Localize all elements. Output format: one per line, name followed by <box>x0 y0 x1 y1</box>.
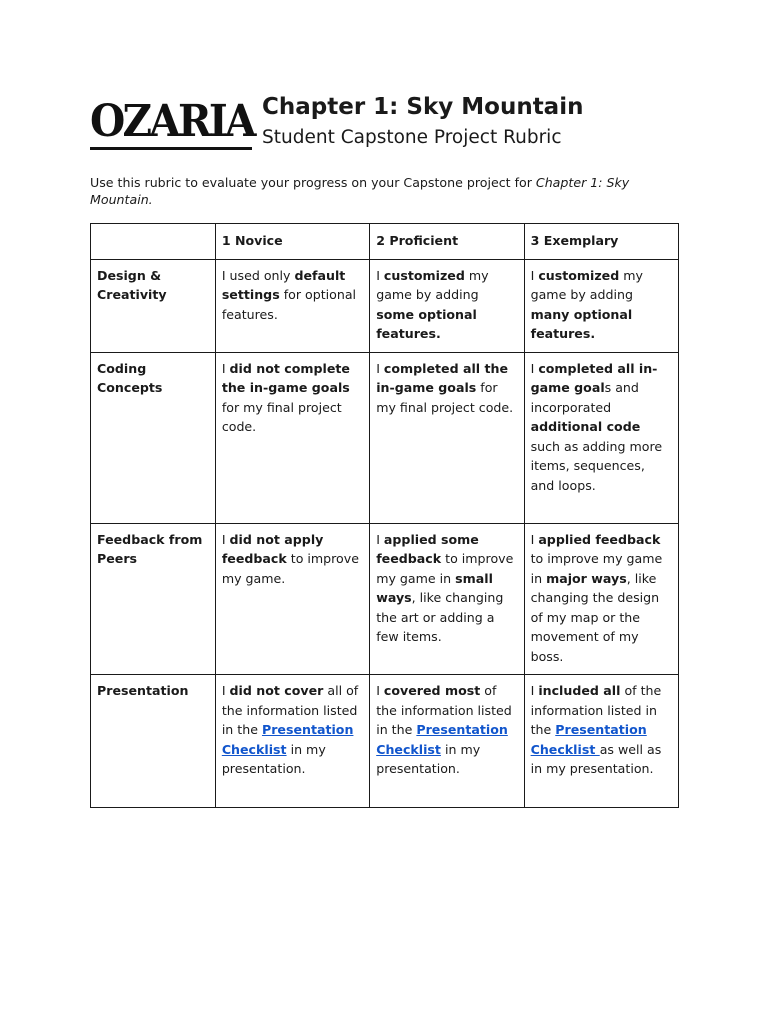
bold-text: covered most <box>383 683 481 698</box>
bold-text: applied feedback <box>538 531 661 547</box>
cell-text: my game by adding <box>530 267 643 302</box>
rubric-header-row <box>91 224 679 260</box>
bold-text: small ways <box>376 570 493 605</box>
exemplary-cell <box>524 259 678 352</box>
novice-cell <box>215 675 369 808</box>
intro-paragraph <box>90 174 680 208</box>
cell-text: to improve my game. <box>221 551 359 586</box>
exemplary-cell <box>524 523 678 675</box>
rubric-row-coding <box>91 352 679 523</box>
cell-text: I <box>376 267 384 283</box>
criterion-cell: Design & Creativity <box>91 259 216 352</box>
novice-cell <box>215 259 369 352</box>
cell-text: s and incorporated <box>530 380 639 415</box>
cell-text: I <box>530 531 539 547</box>
rubric-row-feedback <box>91 523 679 675</box>
cell-text: in my presentation. <box>376 741 481 776</box>
bold-text: completed all the in-game goals <box>376 360 509 395</box>
cell-text: I <box>221 531 230 547</box>
cell-text: for my final project code. <box>221 399 342 434</box>
proficient-cell <box>370 675 524 808</box>
exemplary-cell <box>524 675 678 808</box>
intro-text: Use this rubric to evaluate your progress on your Capstone project for <box>90 175 536 190</box>
cell-text: I <box>376 360 384 376</box>
cell-text: all of the information listed in the <box>221 683 359 737</box>
bold-text: completed all in-game goal <box>530 360 658 395</box>
presentation-checklist-link[interactable]: Presentation Checklist <box>530 722 647 757</box>
header-cell-criteria <box>91 224 216 260</box>
cell-text: as well as in my presentation. <box>530 741 662 776</box>
bold-text: included all <box>538 683 621 698</box>
cell-text: for my final project code. <box>376 380 514 415</box>
page-title: Chapter 1: Sky Mountain <box>262 94 584 120</box>
bold-text: applied some feedback <box>376 531 479 566</box>
header-cell-exemplary: 3 Exemplary <box>524 224 678 260</box>
bold-text: some optional features. <box>376 306 477 341</box>
cell-text: to improve my game in <box>530 551 663 586</box>
logo-wordmark: OZARIA <box>90 96 254 147</box>
criterion-cell: Coding Concepts <box>91 352 216 523</box>
exemplary-cell <box>524 352 678 523</box>
bold-text: did not apply feedback <box>221 531 324 566</box>
bold-text: customized <box>538 267 620 283</box>
cell-text: I <box>530 267 539 283</box>
bold-text: did not cover <box>229 683 324 698</box>
bold-text: major ways <box>546 570 627 586</box>
bold-text: additional code <box>530 419 641 434</box>
cell-text: of the information listed in the <box>530 683 662 737</box>
presentation-checklist-link[interactable]: Presentation Checklist <box>221 722 354 757</box>
page-subtitle: Student Capstone Project Rubric <box>262 127 562 148</box>
cell-text: I <box>376 683 384 698</box>
bold-text: default settings <box>221 267 346 302</box>
logo-underline <box>90 147 252 150</box>
cell-text: my game by adding <box>376 267 489 302</box>
cell-text: in my presentation. <box>221 741 326 776</box>
bold-text: did not complete the in-game goals <box>221 360 350 395</box>
bold-text: customized <box>383 267 465 283</box>
criterion-cell: Presentation <box>91 675 216 808</box>
cell-text: I used only <box>221 267 295 283</box>
rubric-table <box>90 223 679 808</box>
cell-text: I <box>376 531 384 547</box>
cell-text: I <box>221 360 230 376</box>
cell-text: such as adding more items, sequences, and loops. <box>530 438 663 493</box>
novice-cell <box>215 523 369 675</box>
intro-chapter-name: Chapter 1: Sky Mountain. <box>90 175 630 207</box>
cell-text: I <box>530 360 539 376</box>
cell-text: I <box>221 683 230 698</box>
header-cell-proficient: 2 Proficient <box>370 224 524 260</box>
cell-text: , like changing the art or adding a few items. <box>376 590 504 644</box>
header-cell-novice: 1 Novice <box>215 224 369 260</box>
bold-text: many optional features. <box>530 306 633 341</box>
document-header <box>90 92 690 156</box>
criterion-cell: Feedback from Peers <box>91 523 216 675</box>
proficient-cell <box>370 352 524 523</box>
cell-text: of the information listed in the <box>376 683 512 737</box>
presentation-checklist-link[interactable]: Presentation Checklist <box>376 722 508 757</box>
proficient-cell <box>370 259 524 352</box>
cell-text: I <box>530 683 539 698</box>
novice-cell <box>215 352 369 523</box>
cell-text: , like changing the design of my map or the movement of my boss. <box>530 570 660 664</box>
ozaria-logo <box>90 96 254 148</box>
cell-text: for optional features. <box>221 287 357 322</box>
proficient-cell <box>370 523 524 675</box>
rubric-row-presentation <box>91 675 679 808</box>
rubric-row-design <box>91 259 679 352</box>
cell-text: to improve my game in <box>376 551 514 586</box>
